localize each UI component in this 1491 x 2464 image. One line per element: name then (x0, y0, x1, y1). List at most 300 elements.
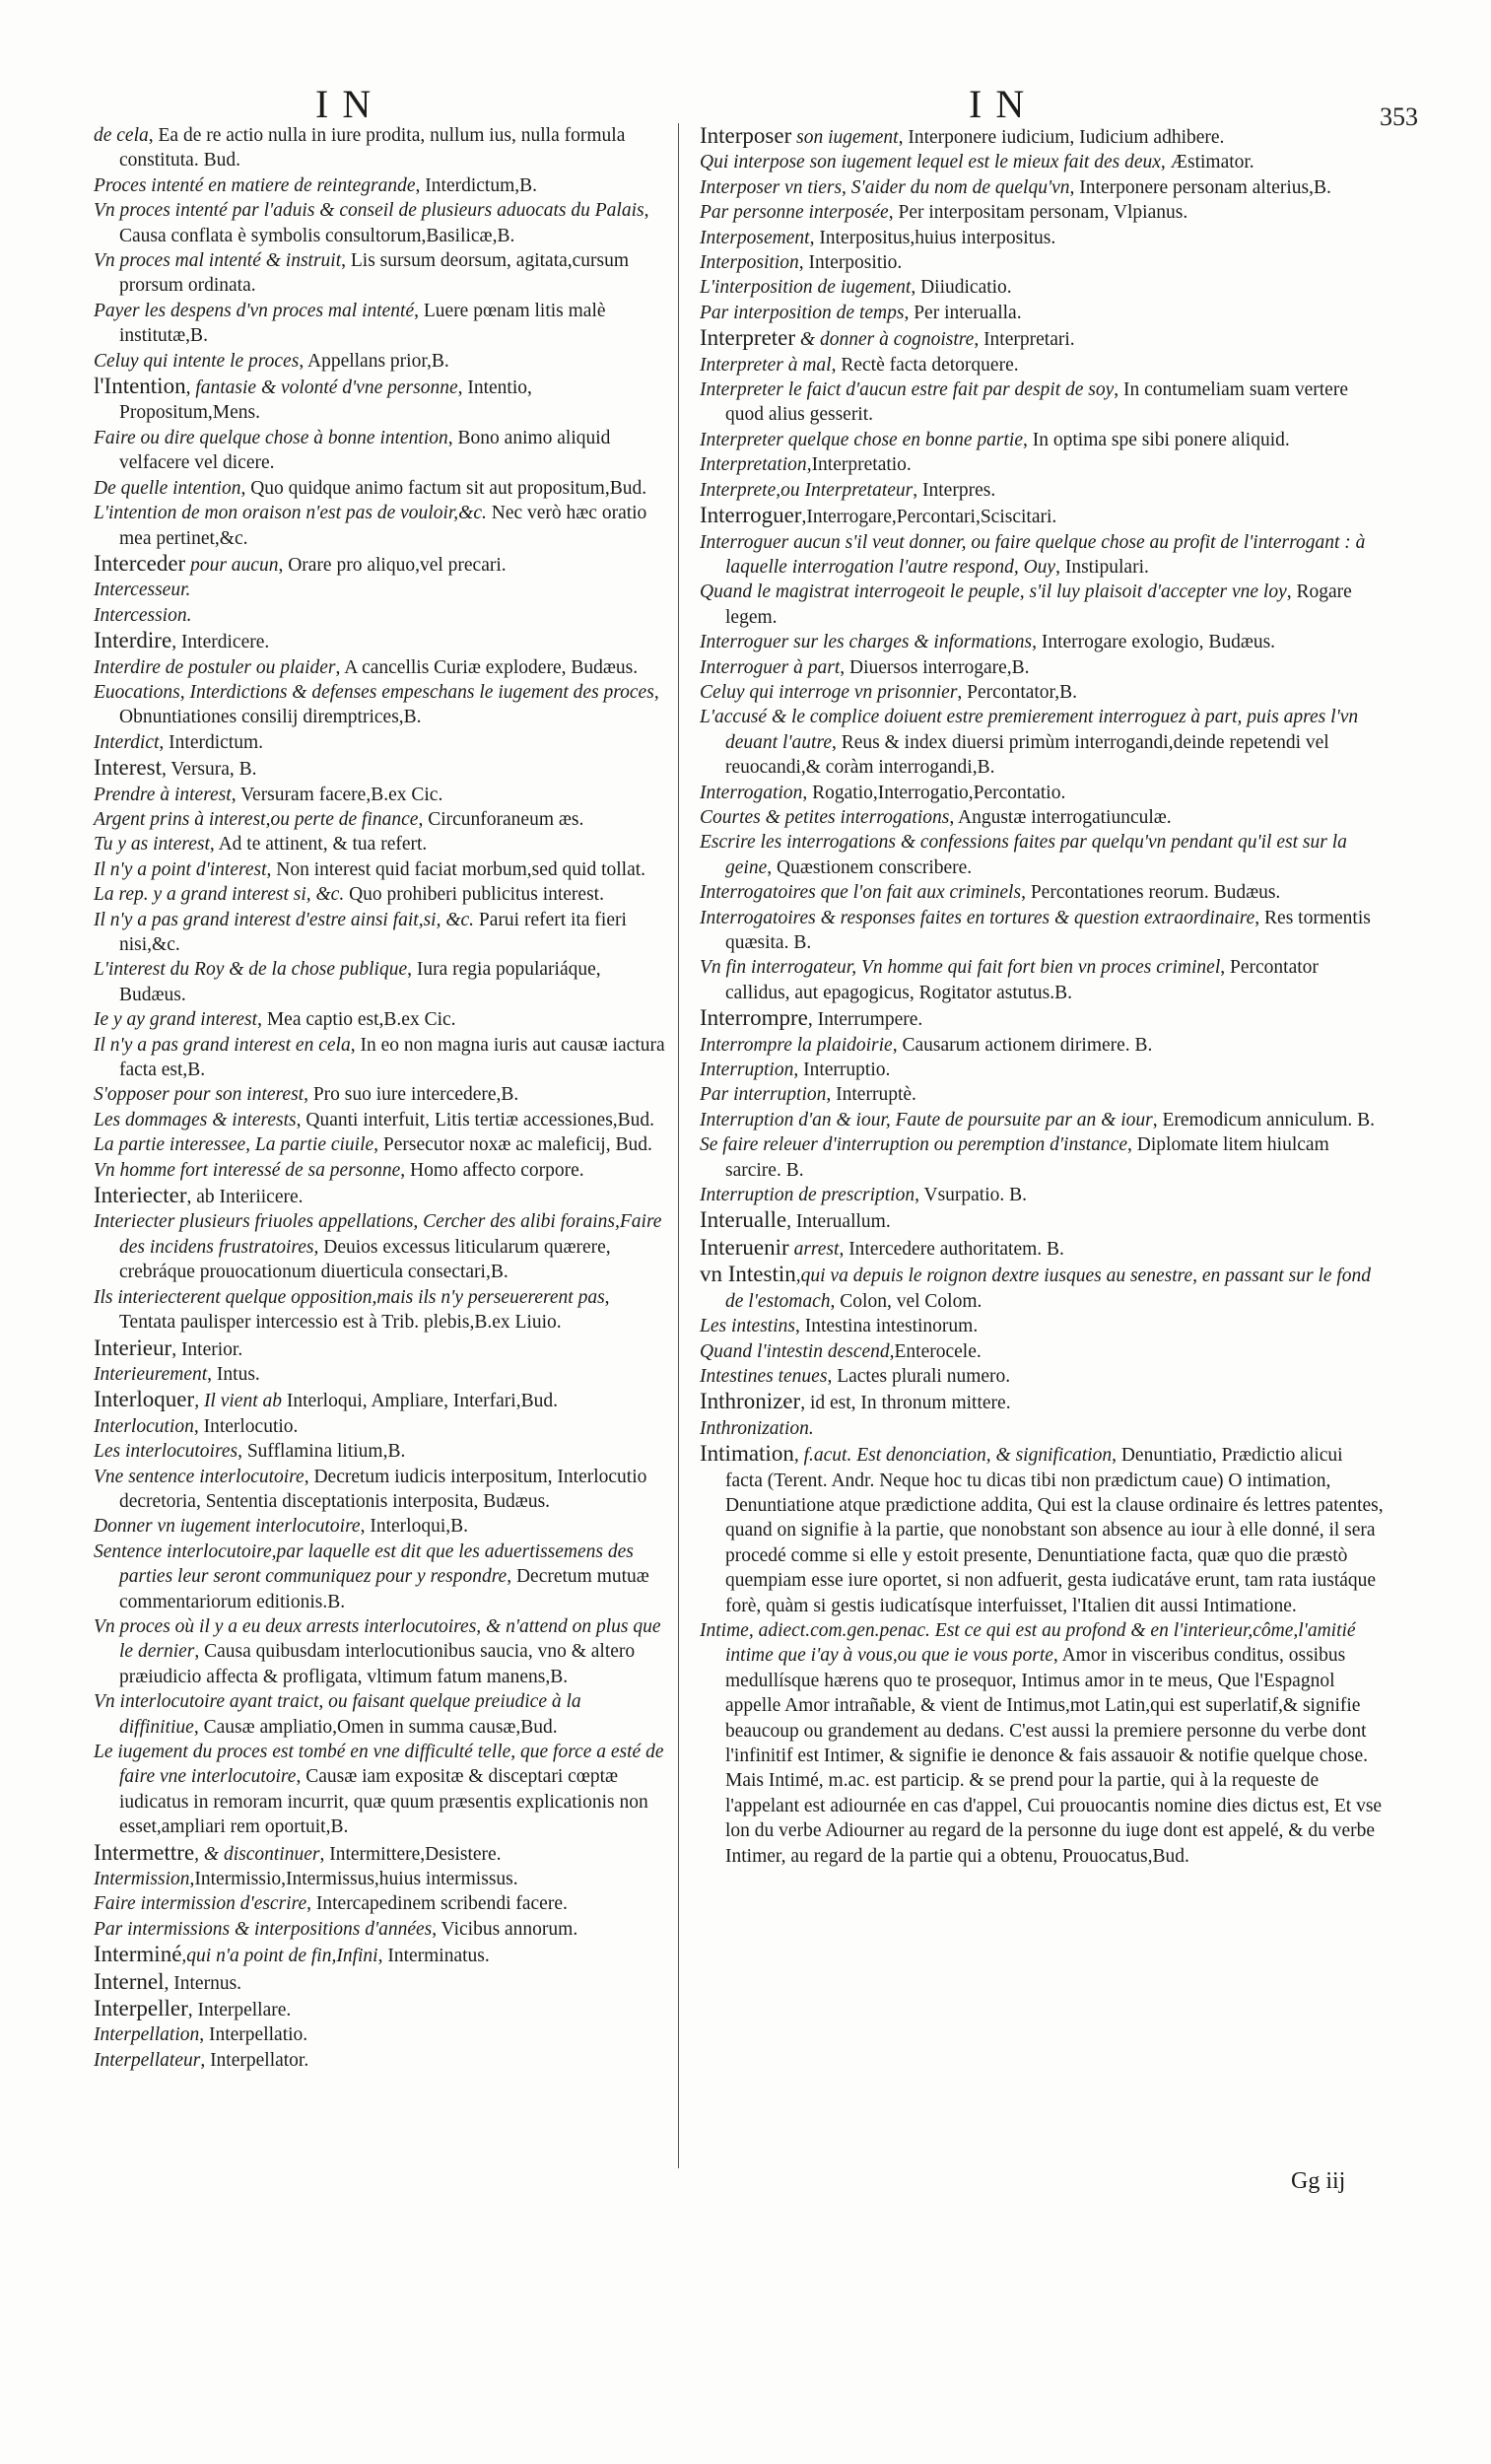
entry-french: Interrompre la plaidoirie (700, 1034, 893, 1056)
entry-french: La rep. y a grand interest si, &c. (94, 884, 345, 906)
entry-french: Par interruption (700, 1084, 827, 1106)
entry-french: Il n'y a pas grand interest d'estre ainsi fait,si, &c. (94, 909, 475, 930)
dictionary-entry (700, 630, 1385, 654)
dictionary-entry (94, 1942, 665, 1968)
dictionary-entry (700, 1364, 1385, 1389)
entry-latin: , Reus & index diuersi primùm interrogandi,deinde repetendi vel reuocandi,& coràm interrogandi,B. (725, 731, 1329, 779)
entry-french: Interposer vn tiers, S'aider du nom de quelqu'vn (700, 176, 1070, 198)
entry-latin: , Luere pœnam litis malè institutæ,B. (119, 300, 606, 347)
dictionary-entry (700, 428, 1385, 452)
entry-latin: , Mea captio est,B.ex Cic. (257, 1009, 456, 1031)
entry-french: Interpretation (700, 454, 807, 476)
entry-latin: , Intercapedinem scribendi facere. (306, 1893, 568, 1915)
dictionary-entry (94, 655, 665, 680)
entry-french: ,qui n'a point de fin,Infini (181, 1946, 378, 1967)
entry-french: Par intermissions & interpositions d'années (94, 1918, 433, 1940)
entry-latin: ,Interrogare,Percontari,Sciscitari. (801, 507, 1057, 528)
entry-french: Par interposition de temps (700, 302, 905, 323)
dictionary-entry (700, 680, 1385, 705)
entry-french: Interruption d'an & iour, Faute de poursuite par an & iour (700, 1109, 1153, 1130)
entry-french: Interrogatoires que l'on fait aux criminels (700, 882, 1022, 904)
entry-french: Intercession. (94, 604, 192, 626)
entry-french: arrest (788, 1238, 840, 1260)
dictionary-entry (700, 478, 1385, 503)
dictionary-entry (700, 150, 1385, 174)
dictionary-entry (700, 325, 1385, 352)
entry-latin: , Internus. (164, 1972, 242, 1994)
entry-french: , & discontinuer (194, 1843, 320, 1865)
dictionary-entry (94, 1362, 665, 1387)
dictionary-entry (700, 580, 1385, 630)
entry-french: Le iugement du proces est tombé en vne difficulté telle, que force a esté de faire vne interlocutoire (94, 1742, 664, 1788)
entry-french: Celuy qui intente le proces (94, 350, 300, 372)
entry-french: Interroguer aucun s'il veut donner, ou faire quelque chose au profit de l'interrogant : à laquelle interrogation l'autre respond, Ouy (700, 531, 1366, 578)
entry-french: Interiecter plusieurs friuoles appellations, Cercher des alibi forains,Faire des incidens frustratoires (94, 1211, 662, 1258)
entry-french: Intime, adiect.com.gen.penac. Est ce qui est au profond & en l'interieur,côme,l'amitié intime que i'ay à vous,ou que ie vous porte (700, 1619, 1356, 1667)
entry-latin: , Rogare legem. (725, 582, 1352, 628)
dictionary-entry (700, 123, 1385, 150)
entry-french: Interroguer sur les charges & informations (700, 632, 1033, 653)
entry-french: Donner vn iugement interlocutoire (94, 1516, 361, 1538)
entry-french: & donner à cognoistre (795, 329, 975, 351)
entry-french: Vn proces mal intenté & instruit (94, 250, 342, 272)
entry-french: Interroguer à part (700, 656, 841, 678)
entry-french: Proces intenté en matiere de reintegrande (94, 174, 416, 196)
entry-latin: , Lis sursum deorsum, agitata,cursum prorsum ordinata. (119, 250, 630, 297)
entry-latin: , ab Interiicere. (186, 1187, 304, 1208)
entry-french: Interpreter le faict d'aucun estre fait par despit de soy (700, 379, 1115, 401)
entry-latin: , Interdictum. (159, 731, 264, 753)
entry-latin: , Per interualla. (904, 302, 1022, 323)
entry-latin: , id est, In thronum mittere. (800, 1393, 1011, 1414)
dictionary-entry (700, 226, 1385, 250)
entry-latin: , Interuallum. (786, 1211, 891, 1233)
entry-french: Faire ou dire quelque chose à bonne intention (94, 427, 448, 448)
dictionary-entry (94, 173, 665, 198)
entry-latin: , Interpellare. (187, 2000, 292, 2021)
dictionary-entry (94, 783, 665, 807)
entry-headword: Internel (94, 1968, 165, 1994)
dictionary-entry (94, 1689, 665, 1740)
entry-latin: , Versuram facere,B.ex Cic. (231, 784, 443, 805)
entry-headword: Interdire (94, 628, 172, 653)
entry-french: Escrire les interrogations & confessions faites par quelqu'vn pendant qu'il est sur la geine (700, 832, 1347, 878)
entry-latin: , Decretum iudicis interpositum, Interlocutio decretoria, Sententia disceptationis interposita, Budæus. (119, 1466, 647, 1512)
entry-latin: , Pro suo iure intercedere,B. (304, 1084, 519, 1106)
entry-french: Vn fin interrogateur, Vn homme qui fait fort bien vn proces criminel (700, 957, 1221, 979)
entry-latin: , Homo affecto corpore. (400, 1159, 584, 1181)
entry-latin: , Interminatus. (377, 1946, 490, 1967)
entry-french: Interprete,ou Interpretateur (700, 479, 914, 501)
entry-french: de cela (94, 125, 149, 146)
dictionary-entry (94, 426, 665, 476)
entry-french: Prendre à interest (94, 784, 232, 805)
entry-french: Payer les despens d'vn proces mal intenté (94, 300, 415, 321)
entry-headword: Interceder (94, 550, 186, 576)
entry-latin: , Iura regia populariáque, Budæus. (119, 959, 601, 1005)
dictionary-entry (700, 175, 1385, 200)
entry-french: Inthronization. (700, 1417, 814, 1439)
entry-latin: , Amor in visceribus conditus, ossibus medullísque hærens quo te prosequor, Intimus amor in te meus, Que l'Espagnol appelle Amor intrañable, & vient de Intimus,mot Latin,qui est superlatif,& signifie beaucoup ou grandement au dedans. C'est aussi la premiere personne du verbe dont l'infinitif est Intimer, & signifie ie denonce & fais assauoir & notifie quelque chose. Mais Intimé, m.ac. est particip. & se prend pour la partie, qui à la requeste de l'appelant est adiournée en cas d'appel, Cui prouocantis nomine dies dictus est, Et vse lon du verbe Adiourner au regard de la personne du iuge dont est appelé, & du verbe Intimer, au regard de la partie qui a obtenu, Prouocatus,Bud. (725, 1645, 1383, 1867)
dictionary-entry (700, 1314, 1385, 1338)
entry-french: , Il vient ab (194, 1391, 282, 1412)
entry-latin: , Interruptè. (826, 1084, 916, 1106)
entry-latin: , Diplomate litem hiulcam sarcire. B. (725, 1134, 1329, 1181)
entry-french: Intercesseur. (94, 580, 191, 601)
entry-french: Interpreter quelque chose en bonne partie (700, 429, 1023, 450)
entry-headword: Interuenir (700, 1234, 789, 1260)
entry-headword: Interposer (700, 123, 792, 148)
dictionary-entry (94, 1614, 665, 1689)
dictionary-entry (94, 2022, 665, 2047)
dictionary-entry (700, 830, 1385, 880)
entry-latin: , Vicibus annorum. (432, 1918, 578, 1940)
entry-latin: , Persecutor noxæ ac maleficij, Bud. (373, 1134, 652, 1156)
entry-latin: , Intercedere authoritatem. B. (839, 1238, 1064, 1260)
entry-latin: , Eremodicum anniculum. B. (1152, 1109, 1376, 1130)
entry-latin: , Lactes plurali numero. (827, 1365, 1011, 1387)
entry-french: Il n'y a point d'interest (94, 858, 267, 880)
dictionary-entry (700, 805, 1385, 830)
entry-french: Par personne interposée (700, 202, 889, 224)
entry-french: Interposition (700, 252, 799, 274)
entry-latin: , Colon, vel Colom. (830, 1290, 983, 1312)
dictionary-entry (94, 1540, 665, 1614)
entry-french: L'intention de mon oraison n'est pas de vouloir,&c. (94, 503, 487, 524)
entry-french: Celuy qui interroge vn prisonnier (700, 681, 958, 703)
entry-latin: , Percontationes reorum. Budæus. (1021, 882, 1281, 904)
dictionary-entry (94, 1514, 665, 1539)
dictionary-entry (94, 501, 665, 551)
entry-headword: Interpreter (700, 325, 796, 351)
entry-french: Vn interlocutoire ayant traict, ou faisant quelque preiudice à la diffinitiue (94, 1691, 581, 1738)
dictionary-entry (94, 1917, 665, 1942)
dictionary-entry (94, 349, 665, 374)
entry-latin: , Causarum actionem dirimere. B. (892, 1034, 1153, 1056)
dictionary-entry (700, 1618, 1385, 1869)
entry-french: , fantasie & volonté d'vne personne (185, 377, 458, 399)
entry-french: Interlocution (94, 1415, 194, 1437)
dictionary-entry (700, 906, 1385, 956)
entry-french: Interruption (700, 1060, 794, 1081)
dictionary-entry (94, 1414, 665, 1439)
dictionary-entry (700, 377, 1385, 428)
entry-latin: , Interpellator. (200, 2049, 309, 2071)
entry-french: Vne sentence interlocutoire (94, 1466, 305, 1487)
dictionary-entry (700, 1207, 1385, 1234)
dictionary-entry (700, 1033, 1385, 1058)
entry-french: Argent prins à interest,ou perte de finance (94, 808, 419, 830)
entry-headword: Inthronizer (700, 1389, 801, 1414)
dictionary-entry (94, 1740, 665, 1840)
entry-latin: , Causa conflata è symbolis consultorum,Basilicæ,B. (119, 200, 649, 246)
entry-latin: , Non interest quid faciat morbum,sed quid tollat. (266, 858, 646, 880)
dictionary-entry (94, 603, 665, 628)
dictionary-entry (94, 198, 665, 248)
running-head-left: IN (315, 82, 385, 126)
entry-latin: , Versura, B. (161, 759, 257, 781)
entry-latin: , Interponere iudicium, Iudicium adhibere. (898, 127, 1225, 148)
entry-latin: , Ea de re actio nulla in iure prodita, nullum ius, nulla formula constituta. Bud. (119, 125, 626, 171)
entry-latin: Parui refert ita fieri nisi,&c. (119, 909, 627, 955)
entry-latin: ,Enterocele. (889, 1340, 982, 1362)
page-number: 353 (1380, 103, 1418, 131)
dictionary-entry (700, 275, 1385, 300)
entry-latin: , Res tormentis quæsita. B. (725, 907, 1371, 953)
entry-latin: , Interponere personam alterius,B. (1069, 176, 1331, 198)
entry-headword: Interroguer (700, 503, 802, 528)
left-column (94, 123, 665, 2073)
entry-french: Qui interpose son iugement lequel est le mieux fait des deux (700, 152, 1161, 173)
dictionary-entry (700, 655, 1385, 680)
dictionary-entry (700, 1441, 1385, 1618)
entry-latin: , Interpositus,huius interpositus. (809, 227, 1056, 248)
entry-latin: , Instipulari. (1055, 556, 1149, 578)
entry-french: son iugement (791, 127, 899, 148)
entry-french: Interrogatoires & responses faites en tortures & question extraordinaire (700, 907, 1255, 928)
dictionary-entry (700, 200, 1385, 225)
entry-latin: , Quo quidque animo factum sit aut propositum,Bud. (240, 477, 647, 499)
entry-french: Interposement (700, 227, 810, 248)
dictionary-entry (700, 503, 1385, 529)
dictionary-entry (700, 1132, 1385, 1183)
dictionary-entry (94, 1158, 665, 1183)
entry-headword: l'Intention (94, 374, 186, 399)
dictionary-entry (94, 832, 665, 856)
entry-latin: , Causæ iam expositæ & disceptari cœptæ iudicatus in remoram incurrit, quæ quum præsentis explicationis non esset,ampliari rem oportuit,B. (119, 1766, 648, 1838)
entry-latin: , A cancellis Curiæ explodere, Budæus. (335, 656, 639, 678)
entry-french: Faire intermission d'escrire (94, 1893, 307, 1915)
entry-latin: , Diiudicatio. (911, 277, 1012, 299)
entry-french: ,qui va depuis le roignon dextre iusques au senestre, en passant sur le fond de l'estomach (725, 1266, 1372, 1312)
entry-french: Interdict (94, 731, 160, 753)
dictionary-entry (94, 1891, 665, 1916)
entry-latin: , Rectè facta detorquere. (831, 354, 1019, 376)
dictionary-entry (94, 857, 665, 882)
dictionary-entry (94, 2048, 665, 2073)
dictionary-entry (94, 1082, 665, 1107)
entry-latin: , In eo non magna iuris aut causæ iactura facta est,B. (119, 1034, 665, 1081)
dictionary-entry (94, 1033, 665, 1083)
entry-latin: , Per interpositam personam, Vlpianus. (888, 202, 1188, 224)
entry-french: Il n'y a pas grand interest en cela (94, 1034, 351, 1056)
entry-latin: , In contumeliam suam vertere quod alius gesserit. (725, 379, 1348, 426)
entry-french: Euocations, Interdictions & defenses empeschans le iugement des proces (94, 681, 654, 703)
entry-latin: ,Intermissio,Intermissus,huius intermissus. (189, 1869, 518, 1890)
entry-headword: Interminé (94, 1942, 182, 1967)
dictionary-entry (94, 807, 665, 832)
entry-french: Les dommages & interests (94, 1109, 297, 1130)
dictionary-entry (94, 1867, 665, 1891)
entry-latin: , Appellans prior,B. (299, 350, 449, 372)
entry-latin: , Angustæ interrogatiunculæ. (949, 806, 1172, 828)
dictionary-entry (94, 1335, 665, 1362)
entry-latin: , Interlocutio. (193, 1415, 299, 1437)
entry-latin: , Rogatio,Interrogatio,Percontatio. (802, 782, 1066, 803)
dictionary-entry (94, 1969, 665, 1996)
right-column (700, 123, 1385, 1869)
entry-latin: , Interior. (171, 1338, 243, 1360)
entry-latin: , Deuios excessus liticularum quærere, crebráque prouocationum diuerticula consectari,B. (119, 1236, 611, 1283)
dictionary-entry (94, 755, 665, 782)
entry-latin: , Interloqui,B. (360, 1516, 468, 1538)
entry-french: Quand le magistrat interrogeoit le peuple, s'il luy plaisoit d'accepter vne loy (700, 582, 1287, 603)
entry-latin: , In optima spe sibi ponere aliquid. (1022, 429, 1290, 450)
dictionary-entry (94, 1285, 665, 1335)
signature-mark: Gg iij (1291, 2168, 1346, 2194)
entry-french: Se faire releuer d'interruption ou peremption d'instance (700, 1134, 1128, 1156)
dictionary-entry (94, 1183, 665, 1209)
dictionary-entry (700, 1183, 1385, 1207)
entry-headword: Interualle (700, 1207, 787, 1233)
dictionary-entry (700, 1389, 1385, 1415)
entry-french: pour aucun (185, 554, 279, 576)
dictionary-entry (700, 452, 1385, 477)
entry-latin: , Interrumpere. (807, 1009, 923, 1031)
dictionary-entry (700, 1339, 1385, 1364)
dictionary-entry (700, 1108, 1385, 1132)
entry-headword: Intermettre (94, 1839, 195, 1865)
dictionary-entry (94, 1840, 665, 1867)
entry-french: Ie y ay grand interest (94, 1009, 258, 1031)
entry-french: Les interlocutoires (94, 1441, 238, 1463)
dictionary-entry (94, 1132, 665, 1157)
dictionary-entry (700, 1082, 1385, 1107)
entry-latin: , Intentio, Propositum,Mens. (119, 377, 532, 424)
entry-french: Intestines tenues (700, 1365, 828, 1387)
entry-latin: , Intestina intestinorum. (794, 1316, 979, 1337)
entry-french: Les intestins (700, 1316, 795, 1337)
entry-latin: , Interpositio. (798, 252, 903, 274)
entry-french: Interruption de prescription (700, 1185, 915, 1206)
dictionary-entry (700, 1005, 1385, 1032)
entry-headword: Interieur (94, 1335, 172, 1360)
entry-latin: , Tentata paulisper intercessio est à Trib. plebis,B.ex Liuio. (119, 1286, 610, 1334)
entry-french: Ils interiecterent quelque opposition,mais ils n'y perseuererent pas (94, 1286, 605, 1308)
entry-latin: , Æstimator. (1160, 152, 1254, 173)
entry-latin: , Intus. (207, 1363, 260, 1385)
dictionary-entry (700, 705, 1385, 780)
entry-latin: , Ad te attinent, & tua refert. (209, 834, 428, 856)
dictionary-entry (94, 957, 665, 1007)
dictionary-entry (700, 955, 1385, 1005)
dictionary-entry (94, 1387, 665, 1413)
entry-french: Interieurement (94, 1363, 208, 1385)
entry-latin: , Orare pro aliquo,vel precari. (278, 554, 507, 576)
entry-latin: , Causa quibusdam interlocutionibus saucia, vno & altero præiudicio affecta & profligata, vltimum fatum manens,B. (119, 1641, 636, 1687)
dictionary-entry (94, 730, 665, 755)
dictionary-entry (94, 1465, 665, 1515)
entry-latin: Interloqui, Ampliare, Interfari,Bud. (282, 1391, 558, 1412)
dictionary-entry (94, 1439, 665, 1464)
entry-latin: , Vsurpatio. B. (915, 1185, 1028, 1206)
entry-french: S'opposer pour son interest (94, 1084, 305, 1106)
dictionary-entry (94, 680, 665, 730)
entry-french: Vn homme fort interessé de sa personne (94, 1159, 401, 1181)
dictionary-entry (94, 374, 665, 426)
entry-french: Vn proces où il y a eu deux arrests interlocutoires, & n'attend on plus que le dernier (94, 1615, 661, 1663)
entry-latin: , Quæstionem conscribere. (767, 856, 973, 878)
dictionary-entry (94, 882, 665, 907)
entry-latin: , Quanti interfuit, Litis tertiæ accessiones,Bud. (296, 1109, 655, 1130)
dictionary-entry (94, 551, 665, 578)
dictionary-entry (700, 781, 1385, 805)
entry-latin: , Interpres. (913, 479, 996, 501)
entry-latin: , Intermittere,Desistere. (319, 1843, 502, 1865)
dictionary-entry (94, 578, 665, 602)
entry-headword: Interiecter (94, 1183, 187, 1208)
entry-french: La partie interessee, La partie ciuile (94, 1134, 374, 1156)
entry-latin: , Bono animo aliquid velfacere vel dicere. (119, 427, 611, 474)
entry-latin: ,Interpretatio. (806, 454, 912, 476)
entry-french: L'interest du Roy & de la chose publique (94, 959, 408, 981)
entry-latin: , Percontator callidus, aut epagogicus, Rogitator astutus.B. (725, 957, 1319, 1003)
entry-latin: , Sufflamina litium,B. (237, 1441, 406, 1463)
entry-french: Quand l'intestin descend (700, 1340, 890, 1362)
dictionary-entry (700, 1235, 1385, 1262)
entry-french: Courtes & petites interrogations (700, 806, 950, 828)
dictionary-entry (700, 353, 1385, 377)
entry-french: Intermission (94, 1869, 190, 1890)
dictionary-entry (700, 301, 1385, 325)
entry-french: Interpreter à mal (700, 354, 832, 376)
entry-latin: , Diuersos interrogare,B. (840, 656, 1030, 678)
entry-headword: Interest (94, 755, 162, 781)
dictionary-entry (700, 1262, 1385, 1314)
entry-headword: vn Intestin (700, 1262, 796, 1287)
entry-french: Interpellation (94, 2024, 200, 2046)
dictionary-entry (94, 908, 665, 958)
entry-latin: , Denuntiatio, Prædictio alicui facta (Terent. Andr. Neque hoc tu dicas tibi non prædictum caue) O intimation, Denuntiatione atque prædictione addita, Qui est la clause ordinaire és lettres patentes, quand on signifie à la partie, que nonobstant son absence au iour à elle donné, il sera procedé comme si elle y estoit presente, Denuntiatione facta, quæ quo die præstò quempiam esse iure oportet, si non adfuerit, gesta iudicatáve erunt, tam rata iustáque forè, quàm si gestis iudicatísque interfuisset, l'Italien dit aussi Intimatione. (725, 1445, 1384, 1616)
entry-french: L'accusé & le complice doiuent estre premierement interroguez à part, puis apres l'vn deuant l'autre (700, 707, 1359, 753)
entry-french: , f.acut. Est denonciation, & signification (793, 1445, 1113, 1467)
dictionary-entry (700, 880, 1385, 905)
dictionary-entry (94, 248, 665, 299)
entry-french: L'interposition de iugement (700, 277, 912, 299)
dictionary-entry (94, 628, 665, 654)
dictionary-entry (94, 1209, 665, 1284)
column-divider (678, 123, 679, 2168)
entry-latin: , Interdictum,B. (415, 174, 538, 196)
entry-french: De quelle intention (94, 477, 241, 499)
entry-latin: , Interpellatio. (199, 2024, 308, 2046)
dictionary-entry (94, 1996, 665, 2022)
entry-latin: Quo prohiberi publicitus interest. (344, 884, 604, 906)
entry-french: Interpellateur (94, 2049, 201, 2071)
entry-latin: , Decretum mutuæ commentariorum editionis.B. (119, 1566, 649, 1612)
entry-french: Sentence interlocutoire,par laquelle est dit que les aduertissemens des parties leur seront communiquez pour y respondre (94, 1540, 634, 1588)
entry-latin: , Interrogare exologio, Budæus. (1032, 632, 1276, 653)
running-head-right: IN (969, 82, 1039, 126)
entry-latin: , Interruptio. (793, 1060, 891, 1081)
entry-latin: , Percontator,B. (957, 681, 1078, 703)
entry-french: Interrogation (700, 782, 803, 803)
dictionary-entry (94, 1007, 665, 1032)
entry-french: Interdire de postuler ou plaider (94, 656, 336, 678)
dictionary-entry (94, 299, 665, 349)
entry-latin: Nec verò hæc oratio mea pertinet,&c. (119, 503, 647, 549)
entry-latin: , Circunforaneum æs. (418, 808, 584, 830)
entry-headword: Interpeller (94, 1996, 188, 2021)
entry-latin: , Interdicere. (171, 632, 270, 653)
entry-headword: Intimation (700, 1441, 794, 1467)
entry-headword: Interrompre (700, 1005, 808, 1031)
dictionary-entry (94, 476, 665, 501)
dictionary-entry (94, 1108, 665, 1132)
dictionary-entry (700, 250, 1385, 275)
entry-french: Tu y as interest (94, 834, 210, 856)
dictionary-entry (700, 1416, 1385, 1441)
